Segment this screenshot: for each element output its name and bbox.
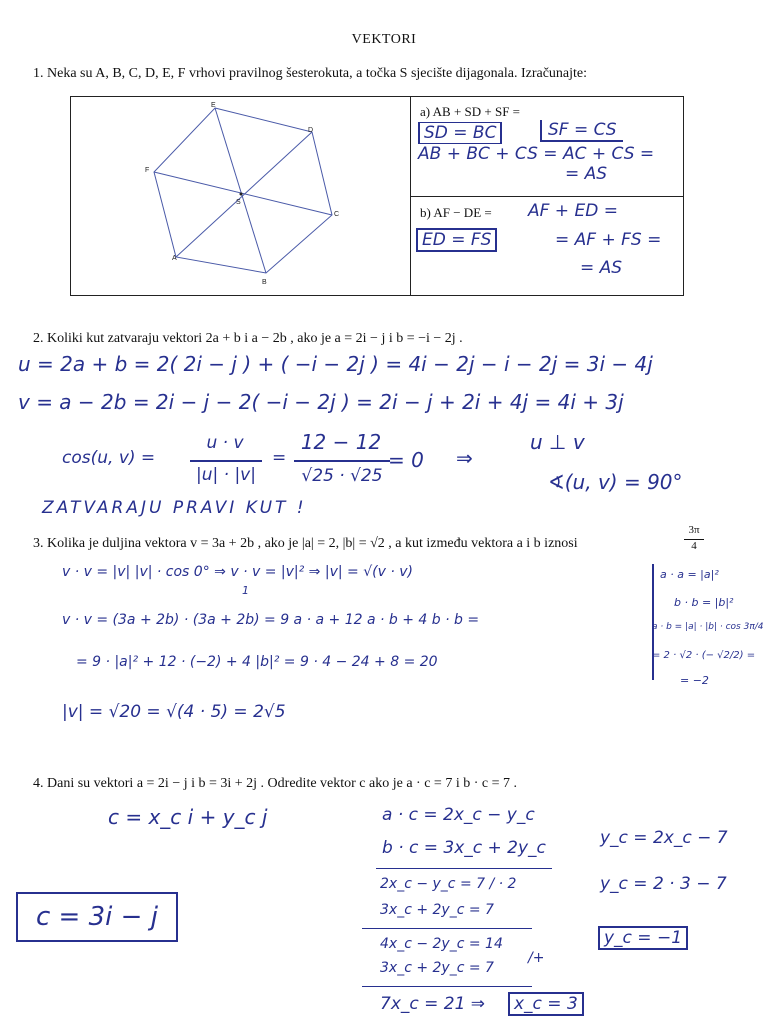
problem4-hw-sys4: 3x_c + 2y_c = 7 <box>380 960 494 976</box>
problem3-hw-l3: = 9 · |a|² + 12 · (−2) + 4 |b|² = 9 · 4 − 24 + 8 = 20 <box>76 654 438 670</box>
problem2-hw-frac2-num: 12 − 12 <box>300 430 382 454</box>
vertex-label-f: F <box>145 167 150 174</box>
table-divider <box>411 196 684 197</box>
problem4-hw-sys3: 4x_c − 2y_c = 14 <box>380 936 503 952</box>
problem3-side-1: a · a = |a|² <box>660 568 719 581</box>
problem4-hw-answer: c = 3i − j <box>16 892 178 942</box>
separator-line <box>376 868 552 869</box>
problem2-hw-perp: u ⊥ v <box>530 430 585 454</box>
problem4-hw-xc: x_c = 3 <box>508 992 584 1016</box>
part-a-hw-sf-cs: SF = CS <box>540 120 623 142</box>
problem3-side-2: b · b = |b|² <box>674 596 734 609</box>
vertex-label-e: E <box>211 102 216 109</box>
problem4-hw-plus: /+ <box>528 950 545 966</box>
vertex-label-b: B <box>262 279 267 286</box>
problem4-hw-eq2: b · c = 3x_c + 2y_c <box>382 838 546 858</box>
problem2-hw-cos-lhs: cos(u, v) = <box>62 448 156 468</box>
problem3-side-5: = −2 <box>680 674 709 687</box>
problem2-hw-conclusion: ZATVARAJU PRAVI KUT ! <box>42 498 307 518</box>
part-b-hw-ed-fs: ED = FS <box>416 228 497 252</box>
part-a-hw-sum: AB + BC + CS = AC + CS = <box>418 144 655 164</box>
problem4-hw-c: c = x_c i + y_c j <box>108 805 268 829</box>
problem2-hw-angle: ∢(u, v) = 90° <box>548 470 683 494</box>
problem2-hw-u: u = 2a + b = 2( 2i − j ) + ( −i − 2j ) = 4i − 2j − i − 2j = 3i − 4j <box>18 352 653 376</box>
problem3-side-4: = 2 · √2 · (− √2/2) = <box>652 650 756 661</box>
problem4-hw-sys1: 2x_c − y_c = 7 / · 2 <box>380 876 517 892</box>
problem1-statement: 1. Neka su A, B, C, D, E, F vrhovi pravilnog šesterokuta, a točka S sjecište dijagonala. Izračunajte: <box>33 66 588 81</box>
diagonal-da <box>176 132 312 257</box>
problem2-hw-frac2-den: √25 · √25 <box>301 466 383 486</box>
problem2-hw-frac1-num: u · v <box>206 433 244 453</box>
problem3-hw-l1: v · v = |v| |v| · cos 0° ⇒ v · v = |v|² ⇒ |v| = √(v · v) <box>62 564 413 580</box>
problem2-statement: 2. Koliki kut zatvaraju vektori 2a + b i a − 2b , ako je a = 2i − j i b = −i − 2j . <box>33 331 463 346</box>
problem4-hw-sum: 7x_c = 21 ⇒ <box>380 994 486 1014</box>
vertex-label-c: C <box>334 211 340 218</box>
center-point-s <box>240 193 243 196</box>
separator-line <box>362 986 532 987</box>
fraction-bar <box>294 460 390 462</box>
hexagon-outline <box>154 108 332 273</box>
problem3-hw-l1-under: 1 <box>242 584 249 597</box>
problem2-hw-frac1-den: |u| · |v| <box>196 465 256 485</box>
problem3-angle-num: 3π <box>688 524 700 536</box>
problem2-hw-eq: = <box>272 448 287 468</box>
part-a-prompt: a) AB + SD + SF = <box>420 104 521 119</box>
problem4-hw-y2: y_c = 2 · 3 − 7 <box>600 874 727 894</box>
problem2-hw-implies: ⇒ <box>456 446 473 470</box>
diagonal-fc <box>154 172 332 215</box>
problem4-hw-yc: y_c = −1 <box>598 926 688 950</box>
problem4-statement: 4. Dani su vektori a = 2i − j i b = 3i + 2j . Odredite vektor c ako je a · c = 7 i b · c = 7 . <box>33 776 517 791</box>
problem4-hw-sys2: 3x_c + 2y_c = 7 <box>380 902 494 918</box>
problem3-side-3: a · b = |a| · |b| · cos 3π/4 <box>652 622 764 632</box>
problem3-statement: 3. Kolika je duljina vektora v = 3a + 2b , ako je |a| = 2, |b| = √2 , a kut između vektora a i b iznosi <box>33 536 578 551</box>
part-b-hw-line1: AF + ED = <box>528 201 618 221</box>
center-label-s: S <box>236 199 241 206</box>
problem4-hw-y1: y_c = 2x_c − 7 <box>600 828 728 848</box>
page-title: VEKTORI <box>351 32 417 47</box>
problem2-hw-result: = 0 <box>388 448 424 472</box>
part-b-hw-result: = AS <box>580 258 623 278</box>
part-a-hw-result: = AS <box>565 164 608 184</box>
fraction-bar <box>190 460 262 462</box>
separator-line <box>362 928 532 929</box>
problem2-hw-v: v = a − 2b = 2i − j − 2( −i − 2j ) = 2i − j + 2i + 4j = 4i + 3j <box>18 390 624 414</box>
diagonal-eb <box>215 108 266 273</box>
vertex-label-a: A <box>172 255 177 262</box>
problem3-hw-l4: |v| = √20 = √(4 · 5) = 2√5 <box>62 702 286 722</box>
problem3-angle-den: 4 <box>691 540 697 552</box>
part-b-hw-line2: = AF + FS = <box>555 230 662 250</box>
vertex-label-d: D <box>308 127 314 134</box>
part-b-prompt: b) AF − DE = <box>420 205 492 220</box>
problem4-hw-eq1: a · c = 2x_c − y_c <box>382 805 535 825</box>
part-a-hw-sd-bc: SD = BC <box>418 122 502 144</box>
problem3-hw-l2: v · v = (3a + 2b) · (3a + 2b) = 9 a · a + 12 a · b + 4 b · b = <box>62 612 480 628</box>
hexagon-figure <box>140 100 360 290</box>
